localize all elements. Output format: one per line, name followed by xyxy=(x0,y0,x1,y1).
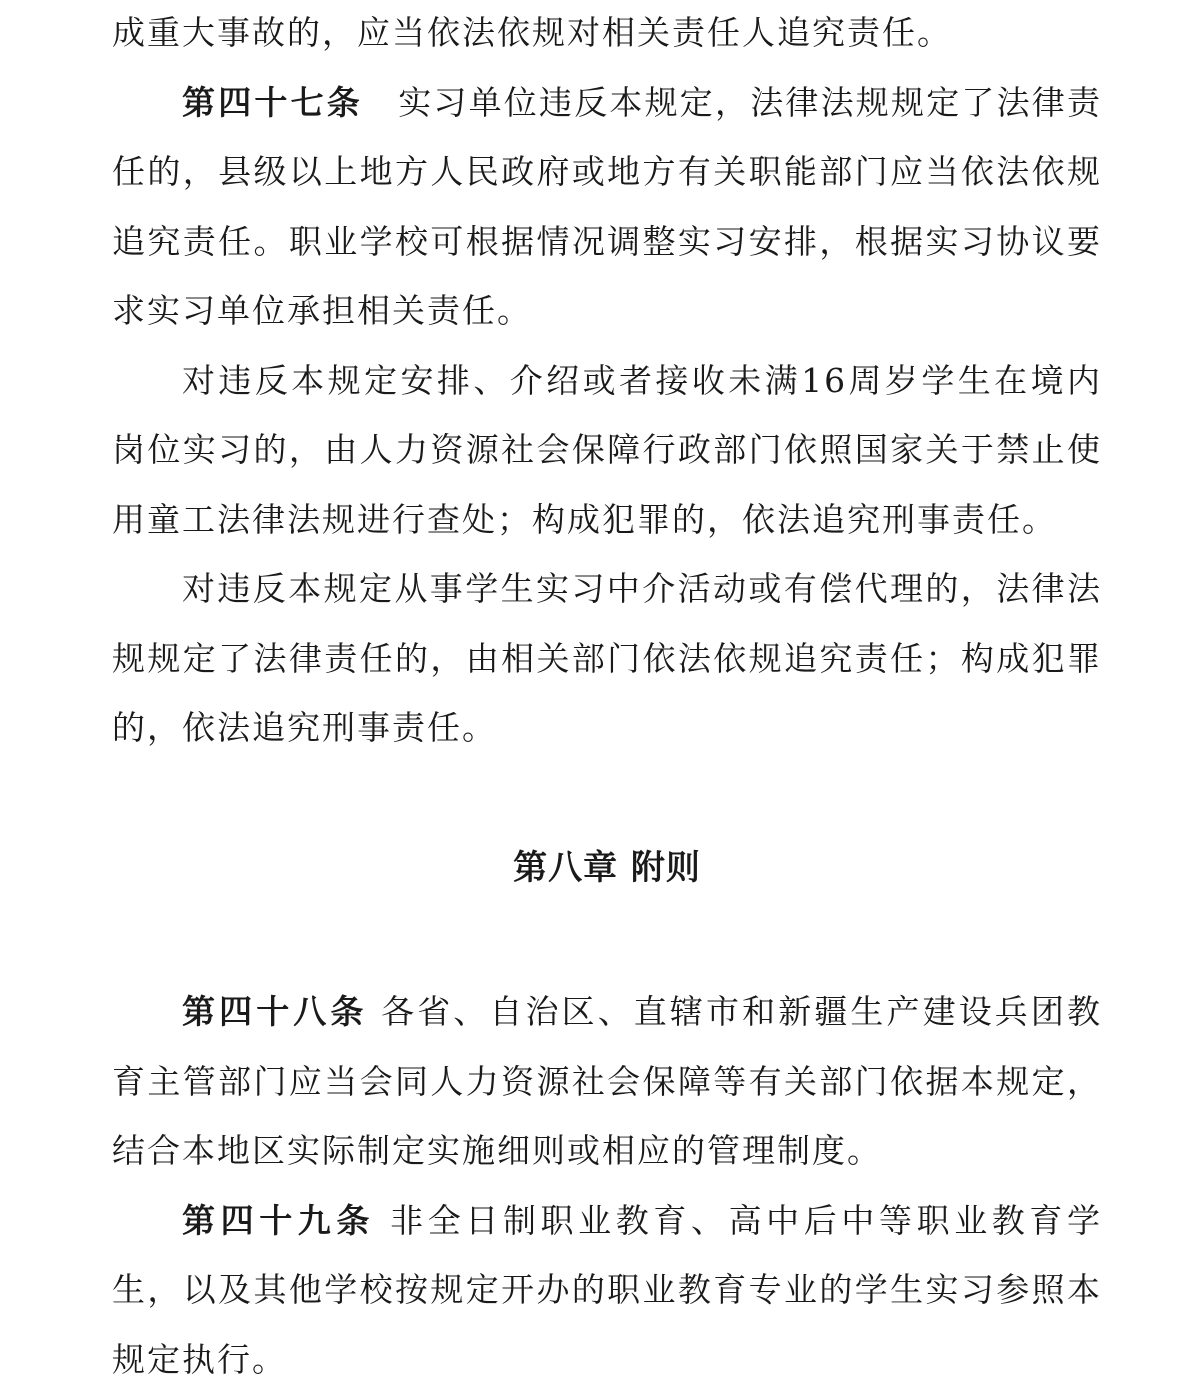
paragraph-text: 实习单位违反本规定，法律法规规定了法律责任的，县级以上地方人民政府或地方有关职能部门应当依法依规追究责任。职业学校可根据情况调整实习安排，根据实习协议要求实习单位承担相关责任。 xyxy=(112,83,1102,331)
paragraph-text: 对违反本规定从事学生实习中介活动或有偿代理的，法律法规规定了法律责任的，由相关部门依法依规追究责任；构成犯罪的，依法追究刑事责任。 xyxy=(112,569,1102,747)
paragraph-text: 对违反本规定安排、介绍或者接收未满16周岁学生在境内岗位实习的，由人力资源社会保障行政部门依照国家关于禁止使用童工法律法规进行查处；构成犯罪的，依法追究刑事责任。 xyxy=(112,361,1102,539)
article-label: 第四十九条 xyxy=(182,1201,375,1240)
article-47-paragraph-3 xyxy=(112,554,1102,763)
spacer xyxy=(112,763,1102,834)
document-page xyxy=(112,0,1102,1394)
article-48 xyxy=(112,977,1102,1186)
article-49 xyxy=(112,1186,1102,1394)
spacer xyxy=(112,903,1102,977)
paragraph-text: 非全日制职业教育、高中后中等职业教育学生，以及其他学校按规定开办的职业教育专业的学生实习参照本规定执行。 xyxy=(112,1201,1102,1379)
chapter-title: 第八章 附则 xyxy=(112,834,1102,904)
article-label: 第四十七条 xyxy=(182,83,363,122)
paragraph-continuation xyxy=(112,0,1102,68)
article-47-paragraph-2 xyxy=(112,346,1102,555)
article-label: 第四十八条 xyxy=(182,992,368,1031)
paragraph-text: 各省、自治区、直辖市和新疆生产建设兵团教育主管部门应当会同人力资源社会保障等有关部门依据本规定，结合本地区实际制定实施细则或相应的管理制度。 xyxy=(112,992,1102,1170)
paragraph-text: 成重大事故的，应当依法依规对相关责任人追究责任。 xyxy=(112,13,952,52)
article-47 xyxy=(112,68,1102,346)
